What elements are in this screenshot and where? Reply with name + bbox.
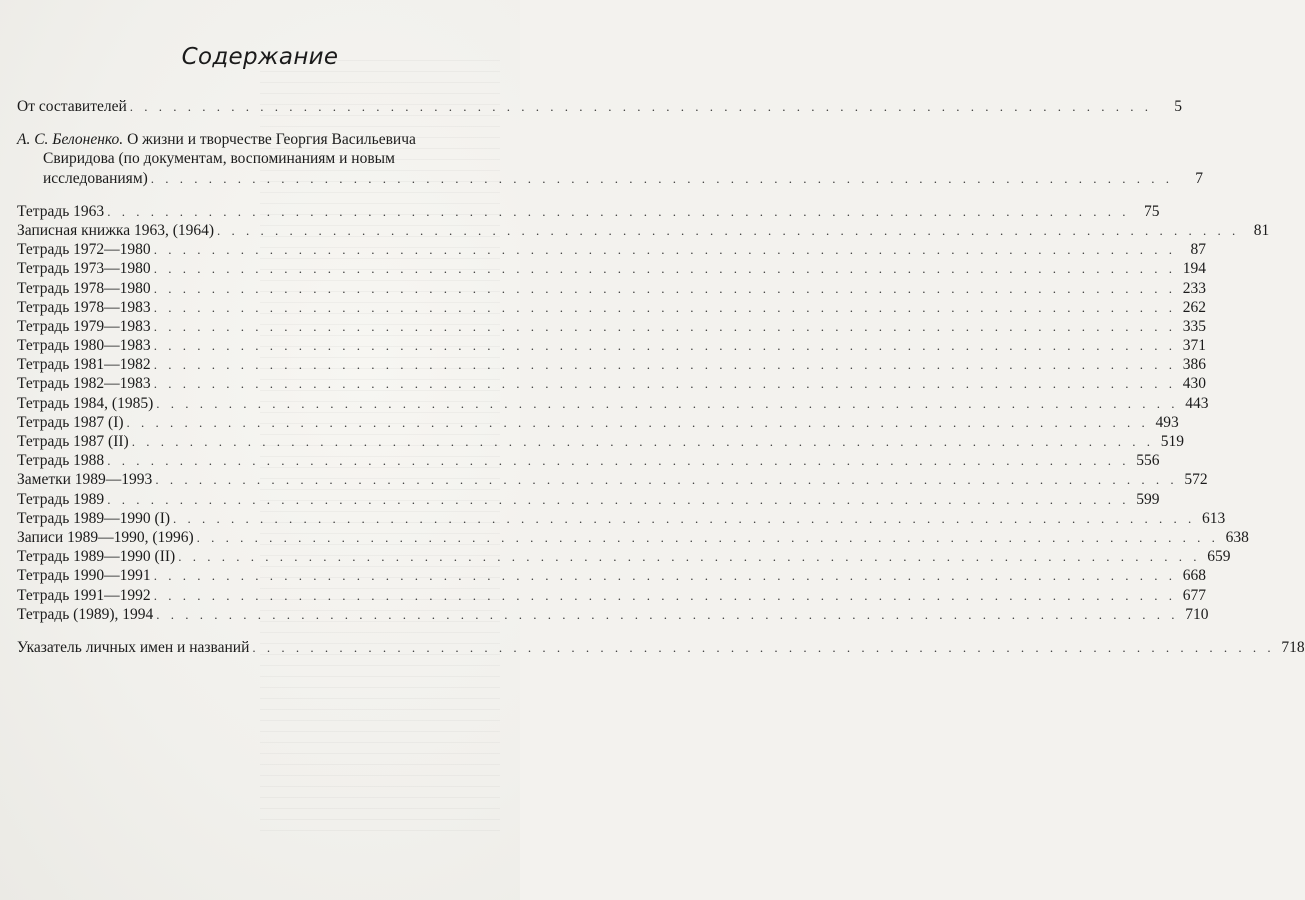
toc-entry-label: Тетрадь 1981—1982 bbox=[17, 356, 151, 374]
toc-entry-label: Тетрадь 1987 (I) bbox=[17, 413, 124, 431]
toc-page-number: 572 bbox=[1184, 471, 1208, 489]
dot-leader: . . . . . . . . . . . . . . . . . . . . . . . . . . . . . . . . . . . . . . . . . . . . . . . . . . . . . . . . . . . . . . . . . . . . . . . bbox=[178, 549, 1201, 565]
dot-leader: . . . . . . . . . . . . . . . . . . . . . . . . . . . . . . . . . . . . . . . . . . . . . . . . . . . . . . . . . . . . . . . . . . . . . . . bbox=[153, 587, 1176, 603]
toc-entry[interactable] bbox=[17, 298, 1206, 317]
dot-leader: . . . . . . . . . . . . . . . . . . . . . . . . . . . . . . . . . . . . . . . . . . . . . . . . . . . . . . . . . . . . . . . . . . . . . . . bbox=[153, 261, 1176, 277]
toc-entry-label: Тетрадь 1972—1980 bbox=[17, 241, 151, 259]
toc-entry-intro[interactable] bbox=[17, 97, 1183, 116]
toc-entry[interactable] bbox=[17, 509, 1226, 528]
toc-entry[interactable] bbox=[17, 394, 1209, 413]
toc-page-number: 599 bbox=[1136, 490, 1160, 508]
dot-leader: . . . . . . . . . . . . . . . . . . . . . . . . . . . . . . . . . . . . . . . . . . . . . . . . . . . . . . . . . . . . . . . . . . . . . . . bbox=[129, 99, 1153, 114]
toc-entry-label: Тетрадь 1991—1992 bbox=[17, 586, 151, 604]
dot-leader: . . . . . . . . . . . . . . . . . . . . . . . . . . . . . . . . . . . . . . . . . . . . . . . . . . . . . . . . . . . . . . . . . . . . . . . bbox=[153, 318, 1176, 334]
toc-entry[interactable] bbox=[17, 451, 1160, 470]
dot-leader: . . . . . . . . . . . . . . . . . . . . . . . . . . . . . . . . . . . . . . . . . . . . . . . . . . . . . . . . . . . . . . . . . . . . . . . bbox=[156, 395, 1179, 411]
toc-entry-label: Тетрадь 1978—1983 bbox=[17, 298, 151, 316]
toc-page-number: 519 bbox=[1160, 433, 1184, 451]
toc-page-number: 638 bbox=[1225, 528, 1249, 546]
toc-entry[interactable] bbox=[17, 336, 1206, 355]
toc-page-number: 81 bbox=[1253, 221, 1270, 239]
toc-page-number: 335 bbox=[1182, 317, 1206, 335]
toc-page-number: 493 bbox=[1155, 413, 1179, 431]
page-title: Содержание bbox=[181, 44, 339, 70]
toc-entry-label: От составителей bbox=[17, 98, 127, 115]
toc-page-number: 87 bbox=[1190, 241, 1206, 259]
dot-leader: . . . . . . . . . . . . . . . . . . . . . . . . . . . . . . . . . . . . . . . . . . . . . . . . . . . . . . . . . . . . . . . . . . . . . . . bbox=[107, 453, 1130, 469]
toc-entry-label: Тетрадь 1987 (II) bbox=[17, 433, 129, 451]
dot-leader: . . . . . . . . . . . . . . . . . . . . . . . . . . . . . . . . . . . . . . . . . . . . . . . . . . . . . . . . . . . . . . . . . . . . . . . bbox=[107, 203, 1130, 219]
toc-page-number: 262 bbox=[1182, 298, 1206, 316]
toc-entries-list bbox=[17, 202, 1270, 624]
toc-entry[interactable] bbox=[17, 566, 1206, 585]
essay-author: А. С. Белоненко. bbox=[17, 131, 124, 149]
toc-entry[interactable] bbox=[17, 279, 1206, 298]
dot-leader: . . . . . . . . . . . . . . . . . . . . . . . . . . . . . . . . . . . . . . . . . . . . . . . . . . . . . . . . . . . . . . . . . . . . . . . bbox=[153, 280, 1176, 296]
toc-entry[interactable] bbox=[17, 605, 1209, 624]
toc-entry[interactable] bbox=[17, 374, 1206, 393]
dot-leader: . . . . . . . . . . . . . . . . . . . . . . . . . . . . . . . . . . . . . . . . . . . . . . . . . . . . . . . . . . . . . . . . . . . . . . . bbox=[153, 242, 1176, 258]
dot-leader: . . . . . . . . . . . . . . . . . . . . . . . . . . . . . . . . . . . . . . . . . . . . . . . . . . . . . . . . . . . . . . . . . . . . . . . bbox=[153, 338, 1176, 354]
toc-page-number: 677 bbox=[1182, 586, 1206, 604]
dot-leader: . . . . . . . . . . . . . . . . . . . . . . . . . . . . . . . . . . . . . . . . . . . . . . . . . . . . . . . . . . . . . . . . . . . . . . . bbox=[153, 357, 1176, 373]
toc-page-number: 386 bbox=[1182, 356, 1206, 374]
dot-leader: . . . . . . . . . . . . . . . . . . . . . . . . . . . . . . . . . . . . . . . . . . . . . . . . . . . . . . . . . . . . . . . . . . . . . . . bbox=[131, 434, 1154, 450]
toc-page-number: 7 bbox=[1195, 169, 1204, 187]
toc-entry-label: Тетрадь 1982—1983 bbox=[17, 375, 151, 393]
essay-title-line3: исследованиям) bbox=[43, 169, 148, 187]
toc-entry-label: Тетрадь 1973—1980 bbox=[17, 260, 151, 278]
toc-entry-label: Тетрадь 1989—1990 (I) bbox=[17, 509, 171, 527]
toc-entry-label: Тетрадь 1979—1983 bbox=[17, 317, 151, 335]
toc-entry-label: Указатель личных имен и названий bbox=[17, 638, 250, 656]
dot-leader: . . . . . . . . . . . . . . . . . . . . . . . . . . . . . . . . . . . . . . . . . . . . . . . . . . . . . . . . . . . . . . . . . . . . . . . bbox=[173, 510, 1196, 526]
essay-title-line2: Свиридова (по документам, воспоминаниям и новым bbox=[43, 150, 395, 168]
dot-leader: . . . . . . . . . . . . . . . . . . . . . . . . . . . . . . . . . . . . . . . . . . . . . . . . . . . . . . . . . . . . . . . . . . . . . . . bbox=[155, 472, 1178, 488]
dot-leader: . . . . . . . . . . . . . . . . . . . . . . . . . . . . . . . . . . . . . . . . . . . . . . . . . . . . . . . . . . . . . . . . . . . . . . . bbox=[153, 568, 1176, 584]
dot-leader: . . . . . . . . . . . . . . . . . . . . . . . . . . . . . . . . . . . . . . . . . . . . . . . . . . . . . . . . . . . . . . . . . . . . . . . bbox=[150, 170, 1174, 186]
toc-page-number: 659 bbox=[1207, 548, 1231, 566]
toc-entry-label: Тетрадь 1978—1980 bbox=[17, 279, 151, 297]
dot-leader: . . . . . . . . . . . . . . . . . . . . . . . . . . . . . . . . . . . . . . . . . . . . . . . . . . . . . . . . . . . . . . . . . . . . . . . bbox=[126, 414, 1149, 430]
toc-entry-label: Тетрадь 1963 bbox=[17, 202, 105, 220]
toc-entry[interactable] bbox=[17, 202, 1160, 221]
toc-entry[interactable] bbox=[17, 586, 1206, 605]
toc-entry-label: Заметки 1989—1993 bbox=[17, 471, 153, 489]
toc-page-number: 5 bbox=[1174, 98, 1183, 115]
dot-leader: . . . . . . . . . . . . . . . . . . . . . . . . . . . . . . . . . . . . . . . . . . . . . . . . . . . . . . . . . . . . . . . . . . . . . . . bbox=[196, 529, 1219, 545]
toc-entry[interactable] bbox=[17, 413, 1179, 432]
dot-leader: . . . . . . . . . . . . . . . . . . . . . . . . . . . . . . . . . . . . . . . . . . . . . . . . . . . . . . . . . . . . . . . . . . . . . . . bbox=[156, 606, 1179, 622]
toc-page-number: 194 bbox=[1182, 260, 1206, 278]
toc-page-number: 710 bbox=[1185, 605, 1209, 623]
table-of-contents bbox=[17, 97, 1305, 657]
toc-page-number: 668 bbox=[1182, 567, 1206, 585]
toc-page-number: 371 bbox=[1182, 337, 1206, 355]
toc-page-number: 75 bbox=[1143, 202, 1160, 220]
toc-page-number: 718 bbox=[1281, 638, 1305, 656]
toc-entry[interactable] bbox=[17, 259, 1206, 278]
toc-entry[interactable] bbox=[17, 470, 1208, 489]
toc-entry-label: Записи 1989—1990, (1996) bbox=[17, 528, 194, 546]
toc-page-number: 430 bbox=[1182, 375, 1206, 393]
toc-entry-label: Тетрадь 1989—1990 (II) bbox=[17, 548, 176, 566]
toc-page-number: 556 bbox=[1136, 452, 1160, 470]
toc-entry-label: Тетрадь (1989), 1994 bbox=[17, 605, 154, 623]
toc-entry[interactable] bbox=[17, 317, 1206, 336]
toc-entry-label: Тетрадь 1988 bbox=[17, 452, 105, 470]
toc-entry[interactable] bbox=[17, 240, 1206, 259]
toc-page-number: 613 bbox=[1202, 509, 1226, 527]
dot-leader: . . . . . . . . . . . . . . . . . . . . . . . . . . . . . . . . . . . . . . . . . . . . . . . . . . . . . . . . . . . . . . . . . . . . . . . bbox=[153, 376, 1176, 392]
toc-entry[interactable] bbox=[17, 432, 1184, 451]
toc-entry-label: Тетрадь 1990—1991 bbox=[17, 567, 151, 585]
dot-leader: . . . . . . . . . . . . . . . . . . . . . . . . . . . . . . . . . . . . . . . . . . . . . . . . . . . . . . . . . . . . . . . . . . . . . . . bbox=[153, 299, 1176, 315]
toc-entry-label: Тетрадь 1980—1983 bbox=[17, 337, 151, 355]
dot-leader: . . . . . . . . . . . . . . . . . . . . . . . . . . . . . . . . . . . . . . . . . . . . . . . . . . . . . . . . . . . . . . . . . . . . . . . bbox=[217, 222, 1240, 238]
toc-page-number: 233 bbox=[1182, 279, 1206, 297]
toc-entry[interactable] bbox=[17, 221, 1270, 240]
toc-entry-label: Записная книжка 1963, (1964) bbox=[17, 221, 215, 239]
essay-title-line1: О жизни и творчестве Георгия Васильевича bbox=[123, 131, 416, 149]
dot-leader: . . . . . . . . . . . . . . . . . . . . . . . . . . . . . . . . . . . . . . . . . . . . . . . . . . . . . . . . . . . . . . . . . . . . . . . bbox=[107, 491, 1130, 507]
toc-entry-label: Тетрадь 1989 bbox=[17, 490, 105, 508]
toc-entry-essay[interactable] bbox=[17, 130, 1204, 188]
toc-entry-label: Тетрадь 1984, (1985) bbox=[17, 394, 154, 412]
toc-entry[interactable] bbox=[17, 547, 1231, 566]
toc-entry[interactable] bbox=[17, 528, 1249, 547]
dot-leader: . . . . . . . . . . . . . . . . . . . . . . . . . . . . . . . . . . . . . . . . . . . . . . . . . . . . . . . . . . . . . . . . . . . . . . . bbox=[252, 639, 1275, 655]
toc-entry[interactable] bbox=[17, 490, 1160, 509]
toc-entry[interactable] bbox=[17, 355, 1206, 374]
toc-page-number: 443 bbox=[1185, 394, 1209, 412]
toc-entry-index[interactable] bbox=[17, 638, 1305, 657]
